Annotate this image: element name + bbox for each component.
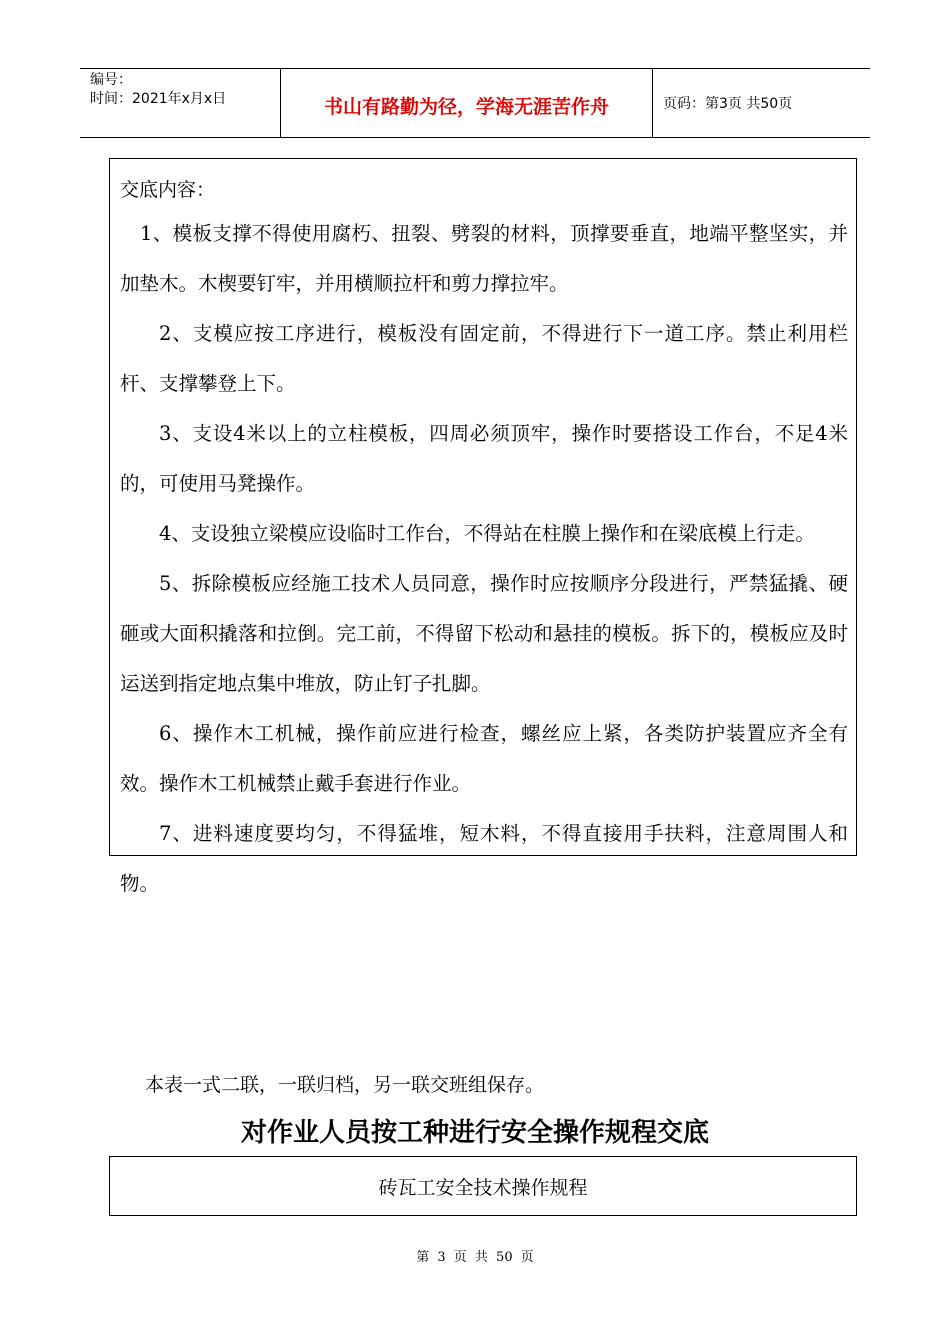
sub-title: 砖瓦工安全技术操作规程	[378, 1176, 588, 1199]
content-box	[109, 158, 857, 895]
paragraph-7: 7、进料速度要均匀，不得猛堆，短木料，不得直接用手扶料，注意周围人和物。	[120, 822, 848, 895]
header-page-info: 页码：第3页 共50页	[663, 96, 793, 112]
header-table	[80, 68, 870, 138]
paragraph-6: 6、操作木工机械，操作前应进行检查，螺丝应上紧，各类防护装置应齐全有效。操作木工机械禁止戴手套进行作业。	[120, 722, 848, 795]
sub-title-box	[109, 1156, 857, 1216]
form-note: 本表一式二联，一联归档，另一联交班组保存。	[145, 1074, 545, 1096]
content-title: 交底内容：	[120, 179, 216, 201]
section-title: 对作业人员按工种进行安全操作规程交底	[240, 1118, 709, 1148]
page-footer: 第 3 页 共 50 页	[416, 1250, 534, 1265]
number-label: 编号：	[90, 72, 132, 88]
paragraph-4: 4、支设独立梁模应设临时工作台，不得站在柱膜上操作和在梁底模上行走。	[159, 522, 815, 545]
paragraph-2: 2、支模应按工序进行，模板没有固定前，不得进行下一道工序。禁止利用栏杆、支撑攀登上下。	[120, 322, 848, 395]
header-left-cell	[80, 69, 281, 137]
header-motto: 书山有路勤为径，学海无涯苦作舟	[281, 69, 653, 137]
paragraph-1: 1、模板支撑不得使用腐朽、扭裂、劈裂的材料，顶撑要垂直，地端平整坚实，并加垫木。木楔要钉牢，并用横顺拉杆和剪力撑拉牢。	[120, 222, 848, 295]
paragraph-3: 3、支设4米以上的立柱模板，四周必须顶牢，操作时要搭设工作台，不足4米的，可使用马凳操作。	[120, 422, 848, 495]
date-label: 时间：2021年x月x日	[90, 91, 227, 107]
paragraph-5: 5、拆除模板应经施工技术人员同意，操作时应按顺序分段进行，严禁猛撬、硬砸或大面积撬落和拉倒。完工前，不得留下松动和悬挂的模板。拆下的，模板应及时运送到指定地点集中堆放，防止钉子扎脚。	[120, 572, 848, 695]
